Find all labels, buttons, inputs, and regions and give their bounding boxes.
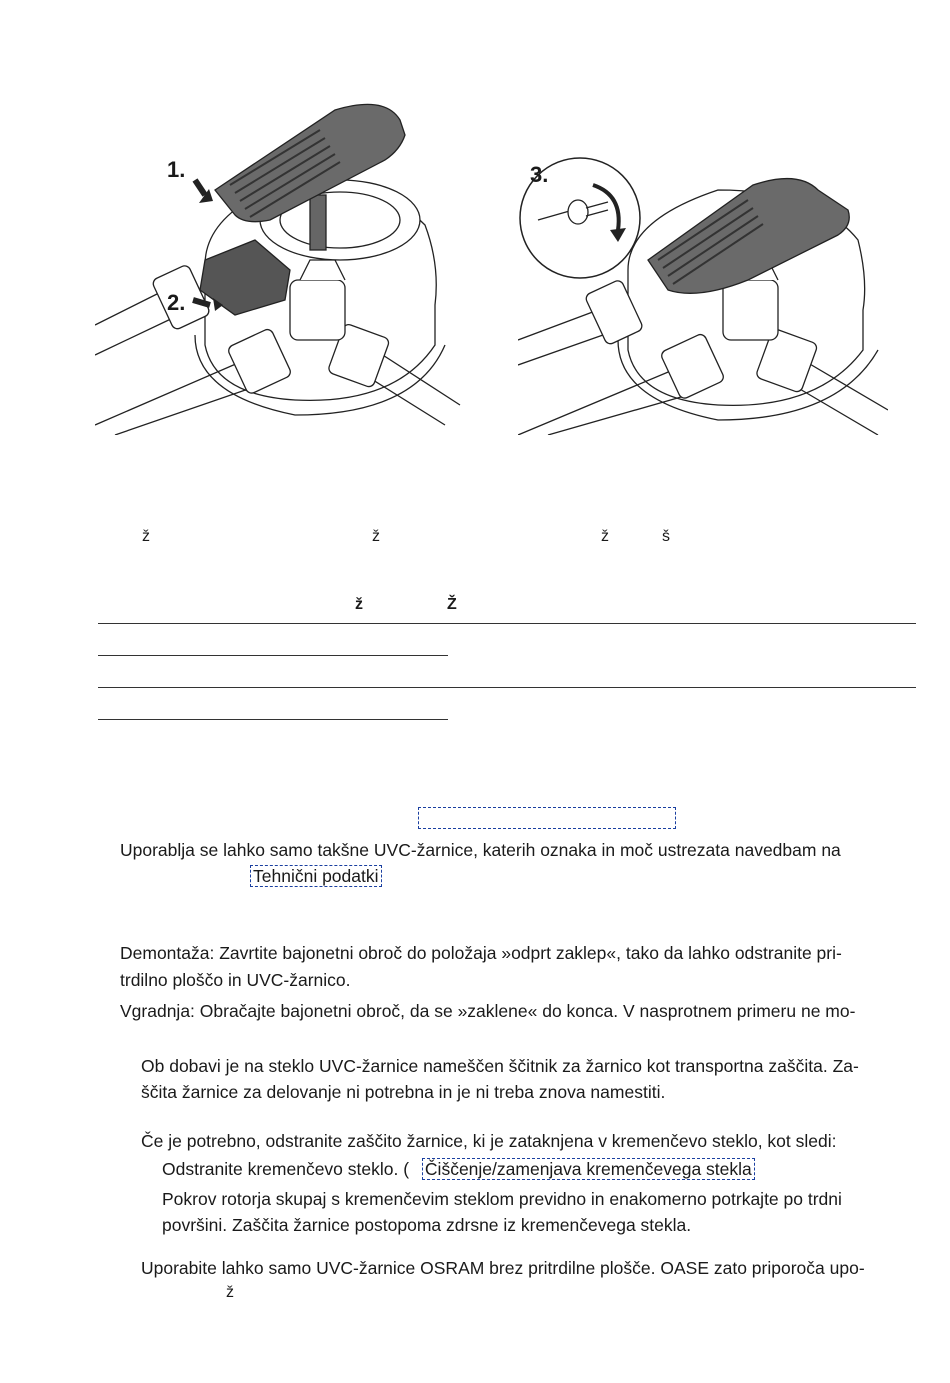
stray-char: ž <box>226 1284 234 1301</box>
note-step-remove-quartz-text: Odstranite kremenčevo steklo. ( <box>162 1159 410 1179</box>
stray-char: ž <box>372 528 380 545</box>
table-rule <box>98 687 916 688</box>
step-2-label: 2. <box>167 290 186 315</box>
para-installation: Vgradnja: Obračajte bajonetni obroč, da se »zaklene« do konca. V nasprotnem primeru ne mo- <box>120 1001 856 1021</box>
table-header-char: ž <box>355 596 363 613</box>
table-header-char: Ž <box>447 596 457 613</box>
para-dismantling-line2: trdilno ploščo in UVC-žarnico. <box>120 970 351 990</box>
note-step-tap-rotor: Pokrov rotorja skupaj s kremenčevim steklom previdno in enakomerno potrkajte po trdni <box>162 1189 842 1209</box>
figure-lamp-removal <box>95 95 465 435</box>
note-step-tap-rotor-line2: površini. Zaščita žarnice postopoma zdrsne iz kremenčevega stekla. <box>162 1215 692 1235</box>
note-transport-protection-line2: ščita žarnice za delovanje ni potrebna in je ni treba znova namestiti. <box>141 1082 666 1102</box>
cross-reference-link[interactable] <box>418 807 676 829</box>
stray-char: ž <box>142 528 150 545</box>
stray-char: š <box>662 528 670 545</box>
note-osram-lamps: Uporabite lahko samo UVC-žarnice OSRAM brez pritrdilne plošče. OASE zato priporoča upo- <box>141 1258 865 1278</box>
table-rule <box>98 655 448 656</box>
table-rule <box>98 719 448 720</box>
note-step-remove-quartz <box>162 1156 755 1182</box>
quartz-cleaning-link[interactable]: Čiščenje/zamenjava kremenčevega stekla <box>422 1158 755 1180</box>
para-lamp-spec-line2 <box>250 863 382 889</box>
figure-lamp-install <box>518 150 888 435</box>
step-3-label: 3. <box>530 162 549 187</box>
technical-data-link[interactable]: Tehnični podatki <box>250 865 382 887</box>
note-remove-protection: Če je potrebno, odstranite zaščito žarnice, ki je zataknjena v kremenčevo steklo, kot sledi: <box>141 1131 837 1151</box>
para-lamp-spec: Uporablja se lahko samo takšne UVC-žarnice, katerih oznaka in moč ustrezata navedbam na <box>120 840 841 860</box>
para-dismantling: Demontaža: Zavrtite bajonetni obroč do položaja »odprt zaklep«, tako da lahko odstranite pri- <box>120 943 842 963</box>
stray-char: ž <box>601 528 609 545</box>
step-1-label: 1. <box>167 157 186 182</box>
note-transport-protection: Ob dobavi je na steklo UVC-žarnice nameščen ščitnik za žarnico kot transportna zaščita. Za- <box>141 1056 859 1076</box>
table-rule <box>98 623 916 624</box>
